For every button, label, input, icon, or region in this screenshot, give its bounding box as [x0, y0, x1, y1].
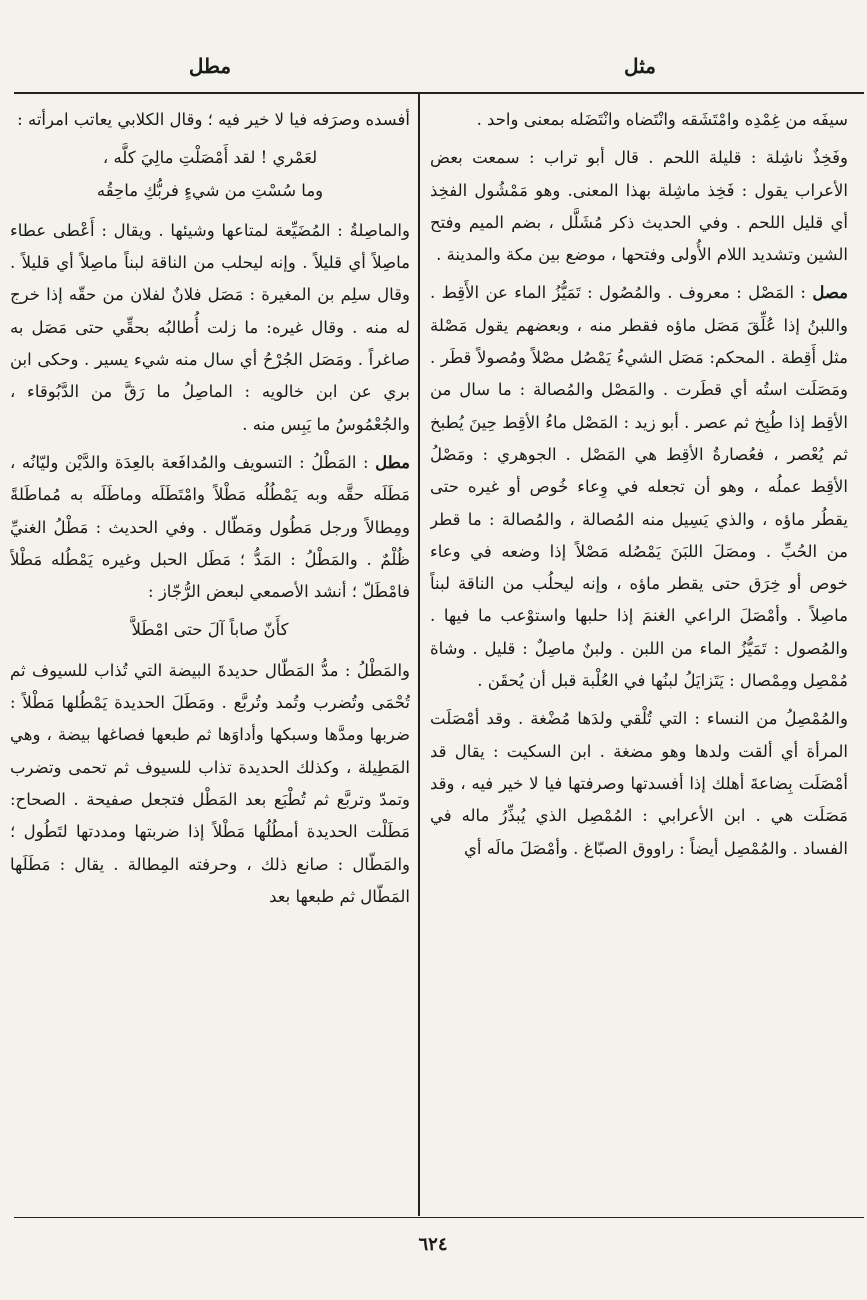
paragraph-text: : المَصْل : معروف . والمُصُول : تَمَيُّزُ الماء عن الأَقِط . واللبنُ إذا عُلِّقَ مَصَل ماؤه فقطر منه ، وبعضهم يقول مَصْلة مثل أَقِطة . المحكم: مَصَل الشيءُ يَمْصُل مصْلاً ومُصولاً قطَر . ومَصَلَت استُه أي قطَرت . والمَصْل والمُصالة : ما سال من الأقِط إذا طُبِخ ثم عصر . أبو زيد : المَصْل ماءُ الأقِط حِينَ يُطبخ ثم يُعْصر ، فعُصارةُ الأقِط هي المَصْل . الجوهري : ومَصْلُ الأقِط عملُه ، وهو أن تجعله في وِعاء خُوص أو غيره حتى يقطُر ماؤه ، والذي يَسِيل منه المُصالة ، والمُصالة : ما قطر من الحُبِّ . ومصَلَ اللبَنَ يَمْصُله مَصْلاً إذا وضعه في وعاء خوص أو خِرَق حتى يقطر ماؤه ، وإنه ليحلُب من الناقة لبناً ماصِلاً . وأمْصَلَ الراعي الغنمَ إذا حلبها واستوْعب ما فيها . والمُصول : تَمَيُّزُ الماء من اللبن . ولبنٌ ماصِلٌ : قليل . وشاة مُمْصِل ومِمْصال : يَتَزايَلُ لبنُها في العُلْبة قبل أن يُحقَن . — [430, 283, 848, 691]
dictionary-entry — [430, 277, 848, 697]
header-right-entry: مثل — [624, 54, 656, 78]
paragraph-text: والمُمْصِلُ من النساء : التي تُلْقي ولدَها مُضْغة . وقد أمْصَلَت المرأة أي ألقت ولدها وهو مضغة . ابن السكيت : يقال قد أمْصَلَت بِضاعةَ أهلك إذا أفسدتها وصرفتها فيا لا خير فيه ، وقد مَصَلَت هي . ابن الأعرابي : المُمْصِل الذي يُبذِّرُ ماله في الفساد . والمُمْصِل أيضاً : راووق الصبّاغ . وأمْصَلَ مالَه أي — [430, 709, 848, 858]
entry-headword: مطل — [375, 452, 410, 472]
paragraph-text: سيفَه من غِمْدِه وامْتَشَقه وانْتَضاه وانْتَضَله بمعنى واحد . — [476, 110, 848, 129]
verse-line: لعَمْري ! لقد أَمْصَلْتِ مالِيَ كلَّه ، — [102, 148, 318, 168]
dictionary-entry — [10, 447, 410, 608]
paragraph-text: والماصِلةُ : المُضَيِّعة لمتاعها وشيئها . ويقال : أَعْطى عطاء ماصِلاً أي قليلاً . وإنه ليحلب من الناقة لبناً ماصِلاً أي قليلاً . وقال سلِم بن المغيرة : مَصَل فلانٌ لفلان من حقّه إذا خرج له منه . وقال غيره: ما زلت أُطالبُه بحقِّي حتى مَصَل به صاغراً . ومَصَل الجُرْحُ أي سال منه شيء يسير . وحكى ابن بري عن ابن خالويه : الماصِلُ ما رَقَّ من الدَّبُوقاء ، والجُعْمُوسُ ما يَبِس منه . — [10, 220, 410, 434]
paragraph — [10, 215, 410, 441]
paragraph — [430, 142, 848, 271]
page-number: ٦٢٤ — [418, 1234, 448, 1255]
paragraph-text: : المَطْلُ : التسويف والمُدافَعة بالعِدَة والدَّيْن وليّانُه ، مَطَلَه حقَّه وبه يَمْطُلُه مَطْلاً وامْتَطَلَه وماطَلَه به مُماطَلةً ومِطالاً ورجل مَطُول ومَطّال . وفي الحديث : مَطْلُ الغنيِّ ظُلْمٌ . والمَطْلُ : المَدُّ ؛ مَطَل الحبل وغيره يَمْطُله مَطْلاً فامْطَلّ ؛ أنشد الأصمعي لبعض الرُّجّاز : — [10, 452, 410, 602]
right-column — [430, 104, 848, 1212]
paragraph — [430, 104, 848, 136]
verse — [10, 142, 410, 207]
header-left-entry: مطل — [188, 54, 232, 78]
verse-line: كأَنّ صاباً آلَ حتى امْطَلاَّ — [131, 620, 289, 640]
entry-headword: مصل — [812, 283, 848, 303]
verse-line: وما سُسْتِ من شيءٍ فربُّكِ ماحِقُه — [96, 180, 324, 200]
paragraph — [430, 703, 848, 864]
left-column — [10, 104, 410, 1212]
bottom-rule — [14, 1217, 864, 1218]
column-divider — [418, 94, 420, 1216]
verse — [10, 614, 410, 646]
top-rule — [14, 92, 864, 94]
paragraph — [10, 655, 410, 913]
paragraph-text: أفسده وصرَفه فيا لا خير فيه ؛ وقال الكلابي يعاتب امرأته : — [17, 110, 410, 129]
paragraph — [10, 104, 410, 136]
paragraph-text: وفَخِذٌ ناشِلة : قليلة اللحم . قال أبو تراب : سمعت بعض الأعراب يقول : فَخِذ ماشِلة بهذا المعنى. وهو مَمْشُول الفخِذ أي قليل اللحم . وفي الحديث ذكر مُشَلَّل ، بضم الميم وفتح الشين وتشديد اللام الأُولى وفتحها ، موضع بين مكة والمدينة . — [430, 148, 848, 265]
paragraph-text: والمَطْلُ : مدُّ المَطّال حديدةَ البيضة التي تُذاب للسيوف ثم تُحْمَى وتُضرب وتُمد وتُربَّع . ومَطَلَ الحديدة يَمْطُلها مَطْلاً : ضربها ومدَّها وسبكها وأداوَها ثم طبعها فصاغها بيضة ، وهي المَطِيلة ، وكذلك الحديدة تذاب للسيوف ثم تحمى وتضرب وتمدّ وتربَّع ثم تُطْبَع بعد المَطْل فتجعل صفيحة . الصحاح: مَطَلْت الحديدة أمطُلُها مَطْلاً إذا ضربتها ومددتها لتَطُول ؛ والمَطّال : صانع ذلك ، وحرفته المِطالة . يقال : مَطَلَها المَطّال ثم طبعها بعد — [10, 660, 410, 906]
